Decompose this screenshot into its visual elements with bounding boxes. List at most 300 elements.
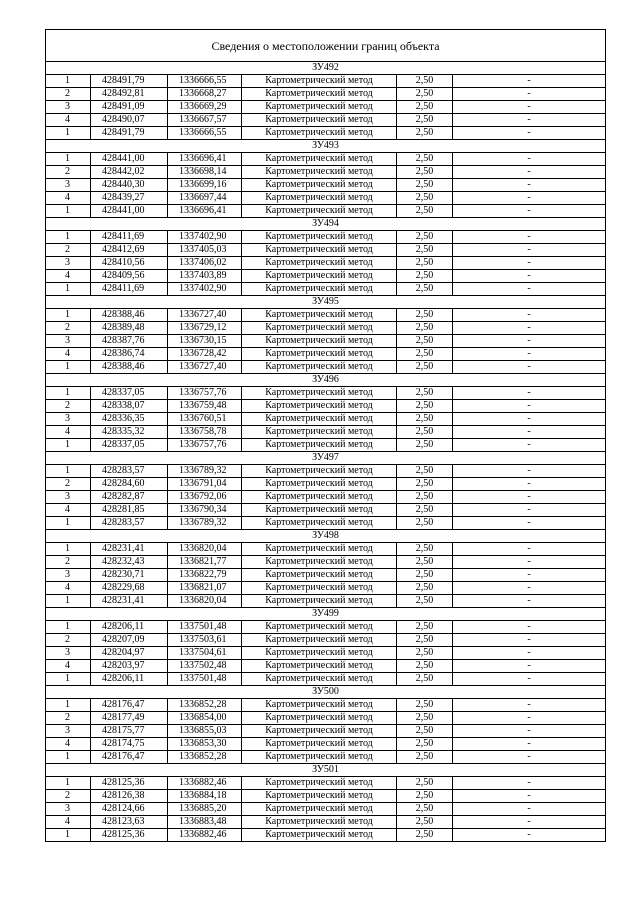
coordinate-x: 428491,79 bbox=[91, 127, 168, 140]
note-cell: - bbox=[453, 257, 606, 270]
coordinate-x: 428284,60 bbox=[91, 478, 168, 491]
method-cell: Картометрический метод bbox=[242, 556, 397, 569]
coordinate-y: 1336852,28 bbox=[168, 751, 242, 764]
coordinate-x: 428335,32 bbox=[91, 426, 168, 439]
coordinate-y: 1336884,18 bbox=[168, 790, 242, 803]
coordinate-y: 1336760,51 bbox=[168, 413, 242, 426]
table-row bbox=[46, 348, 606, 361]
note-cell: - bbox=[453, 504, 606, 517]
point-number: 1 bbox=[46, 829, 91, 842]
group-name: ЗУ497 bbox=[46, 452, 606, 465]
point-number: 2 bbox=[46, 478, 91, 491]
table-row bbox=[46, 101, 606, 114]
point-number: 4 bbox=[46, 660, 91, 673]
note-cell: - bbox=[453, 205, 606, 218]
coordinate-x: 428281,85 bbox=[91, 504, 168, 517]
precision-cell: 2,50 bbox=[397, 465, 453, 478]
group-header-row bbox=[46, 530, 606, 543]
coordinate-y: 1336667,57 bbox=[168, 114, 242, 127]
point-number: 1 bbox=[46, 387, 91, 400]
method-cell: Картометрический метод bbox=[242, 413, 397, 426]
method-cell: Картометрический метод bbox=[242, 179, 397, 192]
precision-cell: 2,50 bbox=[397, 283, 453, 296]
coordinate-y: 1337403,89 bbox=[168, 270, 242, 283]
point-number: 3 bbox=[46, 491, 91, 504]
note-cell: - bbox=[453, 179, 606, 192]
table-row bbox=[46, 543, 606, 556]
coordinate-y: 1337406,02 bbox=[168, 257, 242, 270]
group-name: ЗУ501 bbox=[46, 764, 606, 777]
table-row bbox=[46, 88, 606, 101]
method-cell: Картометрический метод bbox=[242, 283, 397, 296]
coordinate-x: 428176,47 bbox=[91, 751, 168, 764]
precision-cell: 2,50 bbox=[397, 387, 453, 400]
coordinate-y: 1336792,06 bbox=[168, 491, 242, 504]
precision-cell: 2,50 bbox=[397, 179, 453, 192]
method-cell: Картометрический метод bbox=[242, 790, 397, 803]
note-cell: - bbox=[453, 595, 606, 608]
note-cell: - bbox=[453, 231, 606, 244]
method-cell: Картометрический метод bbox=[242, 725, 397, 738]
precision-cell: 2,50 bbox=[397, 660, 453, 673]
note-cell: - bbox=[453, 699, 606, 712]
note-cell: - bbox=[453, 790, 606, 803]
precision-cell: 2,50 bbox=[397, 478, 453, 491]
group-header-row bbox=[46, 452, 606, 465]
method-cell: Картометрический метод bbox=[242, 673, 397, 686]
point-number: 2 bbox=[46, 166, 91, 179]
method-cell: Картометрический метод bbox=[242, 244, 397, 257]
point-number: 4 bbox=[46, 504, 91, 517]
note-cell: - bbox=[453, 244, 606, 257]
coordinate-x: 428492,81 bbox=[91, 88, 168, 101]
coordinate-y: 1336668,27 bbox=[168, 88, 242, 101]
table-row bbox=[46, 153, 606, 166]
precision-cell: 2,50 bbox=[397, 361, 453, 374]
note-cell: - bbox=[453, 439, 606, 452]
coordinate-x: 428336,35 bbox=[91, 413, 168, 426]
table-row bbox=[46, 725, 606, 738]
point-number: 1 bbox=[46, 777, 91, 790]
table-row bbox=[46, 491, 606, 504]
note-cell: - bbox=[453, 309, 606, 322]
coordinate-x: 428409,56 bbox=[91, 270, 168, 283]
coordinate-y: 1336790,34 bbox=[168, 504, 242, 517]
coordinate-x: 428207,09 bbox=[91, 634, 168, 647]
coordinate-y: 1336727,40 bbox=[168, 309, 242, 322]
coordinate-y: 1336697,44 bbox=[168, 192, 242, 205]
point-number: 1 bbox=[46, 309, 91, 322]
precision-cell: 2,50 bbox=[397, 322, 453, 335]
point-number: 1 bbox=[46, 543, 91, 556]
group-name: ЗУ493 bbox=[46, 140, 606, 153]
precision-cell: 2,50 bbox=[397, 634, 453, 647]
coordinate-y: 1336882,46 bbox=[168, 777, 242, 790]
point-number: 1 bbox=[46, 517, 91, 530]
note-cell: - bbox=[453, 335, 606, 348]
coordinate-x: 428388,46 bbox=[91, 309, 168, 322]
coordinate-x: 428175,77 bbox=[91, 725, 168, 738]
table-row bbox=[46, 569, 606, 582]
coordinate-y: 1336789,32 bbox=[168, 517, 242, 530]
point-number: 2 bbox=[46, 88, 91, 101]
precision-cell: 2,50 bbox=[397, 673, 453, 686]
coordinate-x: 428386,74 bbox=[91, 348, 168, 361]
coordinate-x: 428490,07 bbox=[91, 114, 168, 127]
method-cell: Картометрический метод bbox=[242, 751, 397, 764]
note-cell: - bbox=[453, 153, 606, 166]
method-cell: Картометрический метод bbox=[242, 270, 397, 283]
coordinate-x: 428176,47 bbox=[91, 699, 168, 712]
point-number: 1 bbox=[46, 439, 91, 452]
note-cell: - bbox=[453, 725, 606, 738]
coordinate-x: 428206,11 bbox=[91, 673, 168, 686]
point-number: 2 bbox=[46, 322, 91, 335]
coordinate-x: 428337,05 bbox=[91, 387, 168, 400]
method-cell: Картометрический метод bbox=[242, 582, 397, 595]
coordinate-x: 428282,87 bbox=[91, 491, 168, 504]
coordinate-x: 428231,41 bbox=[91, 543, 168, 556]
precision-cell: 2,50 bbox=[397, 166, 453, 179]
method-cell: Картометрический метод bbox=[242, 231, 397, 244]
point-number: 4 bbox=[46, 582, 91, 595]
table-row bbox=[46, 738, 606, 751]
group-name: ЗУ500 bbox=[46, 686, 606, 699]
table-row bbox=[46, 426, 606, 439]
coordinate-y: 1337502,48 bbox=[168, 660, 242, 673]
method-cell: Картометрический метод bbox=[242, 114, 397, 127]
point-number: 1 bbox=[46, 751, 91, 764]
method-cell: Картометрический метод bbox=[242, 335, 397, 348]
note-cell: - bbox=[453, 738, 606, 751]
table-row bbox=[46, 439, 606, 452]
point-number: 2 bbox=[46, 790, 91, 803]
table-row bbox=[46, 712, 606, 725]
coordinate-x: 428126,38 bbox=[91, 790, 168, 803]
coordinate-y: 1336669,29 bbox=[168, 101, 242, 114]
method-cell: Картометрический метод bbox=[242, 803, 397, 816]
table-row bbox=[46, 790, 606, 803]
method-cell: Картометрический метод bbox=[242, 777, 397, 790]
coordinate-y: 1336727,40 bbox=[168, 361, 242, 374]
coordinate-x: 428203,97 bbox=[91, 660, 168, 673]
note-cell: - bbox=[453, 491, 606, 504]
note-cell: - bbox=[453, 582, 606, 595]
coordinate-x: 428411,69 bbox=[91, 231, 168, 244]
coordinate-x: 428441,00 bbox=[91, 205, 168, 218]
precision-cell: 2,50 bbox=[397, 803, 453, 816]
coordinate-y: 1336730,15 bbox=[168, 335, 242, 348]
coordinate-y: 1337501,48 bbox=[168, 621, 242, 634]
point-number: 1 bbox=[46, 153, 91, 166]
table-row bbox=[46, 387, 606, 400]
coordinate-x: 428177,49 bbox=[91, 712, 168, 725]
method-cell: Картометрический метод bbox=[242, 491, 397, 504]
point-number: 3 bbox=[46, 413, 91, 426]
method-cell: Картометрический метод bbox=[242, 712, 397, 725]
precision-cell: 2,50 bbox=[397, 790, 453, 803]
precision-cell: 2,50 bbox=[397, 738, 453, 751]
coordinate-y: 1336759,48 bbox=[168, 400, 242, 413]
table-row bbox=[46, 205, 606, 218]
precision-cell: 2,50 bbox=[397, 751, 453, 764]
coordinate-y: 1336853,30 bbox=[168, 738, 242, 751]
coordinate-y: 1336821,07 bbox=[168, 582, 242, 595]
coordinate-x: 428174,75 bbox=[91, 738, 168, 751]
coordinate-x: 428491,09 bbox=[91, 101, 168, 114]
note-cell: - bbox=[453, 426, 606, 439]
coordinate-y: 1337503,61 bbox=[168, 634, 242, 647]
precision-cell: 2,50 bbox=[397, 556, 453, 569]
note-cell: - bbox=[453, 114, 606, 127]
table-row bbox=[46, 192, 606, 205]
method-cell: Картометрический метод bbox=[242, 166, 397, 179]
method-cell: Картометрический метод bbox=[242, 699, 397, 712]
precision-cell: 2,50 bbox=[397, 231, 453, 244]
group-header-row bbox=[46, 218, 606, 231]
coordinate-y: 1336728,42 bbox=[168, 348, 242, 361]
coordinate-y: 1336821,77 bbox=[168, 556, 242, 569]
precision-cell: 2,50 bbox=[397, 192, 453, 205]
point-number: 4 bbox=[46, 816, 91, 829]
coordinate-x: 428123,63 bbox=[91, 816, 168, 829]
method-cell: Картометрический метод bbox=[242, 127, 397, 140]
method-cell: Картометрический метод bbox=[242, 348, 397, 361]
table-row bbox=[46, 179, 606, 192]
table-title: Сведения о местоположении границ объекта bbox=[46, 30, 606, 62]
note-cell: - bbox=[453, 400, 606, 413]
table-row bbox=[46, 244, 606, 257]
point-number: 2 bbox=[46, 634, 91, 647]
note-cell: - bbox=[453, 75, 606, 88]
table-row bbox=[46, 413, 606, 426]
point-number: 4 bbox=[46, 348, 91, 361]
precision-cell: 2,50 bbox=[397, 413, 453, 426]
coordinate-y: 1336666,55 bbox=[168, 75, 242, 88]
table-row bbox=[46, 816, 606, 829]
coordinate-y: 1337402,90 bbox=[168, 231, 242, 244]
coordinate-x: 428125,36 bbox=[91, 829, 168, 842]
point-number: 2 bbox=[46, 400, 91, 413]
point-number: 2 bbox=[46, 244, 91, 257]
coordinate-x: 428337,05 bbox=[91, 439, 168, 452]
note-cell: - bbox=[453, 101, 606, 114]
coordinate-x: 428440,30 bbox=[91, 179, 168, 192]
coordinate-x: 428441,00 bbox=[91, 153, 168, 166]
method-cell: Картометрический метод bbox=[242, 660, 397, 673]
coordinate-x: 428231,41 bbox=[91, 595, 168, 608]
note-cell: - bbox=[453, 517, 606, 530]
table-row bbox=[46, 621, 606, 634]
method-cell: Картометрический метод bbox=[242, 621, 397, 634]
point-number: 1 bbox=[46, 465, 91, 478]
note-cell: - bbox=[453, 387, 606, 400]
point-number: 3 bbox=[46, 257, 91, 270]
coordinate-x: 428442,02 bbox=[91, 166, 168, 179]
group-header-row bbox=[46, 764, 606, 777]
note-cell: - bbox=[453, 270, 606, 283]
note-cell: - bbox=[453, 829, 606, 842]
point-number: 4 bbox=[46, 114, 91, 127]
precision-cell: 2,50 bbox=[397, 75, 453, 88]
note-cell: - bbox=[453, 413, 606, 426]
coordinate-y: 1336698,14 bbox=[168, 166, 242, 179]
table-row bbox=[46, 556, 606, 569]
note-cell: - bbox=[453, 361, 606, 374]
method-cell: Картометрический метод bbox=[242, 400, 397, 413]
point-number: 1 bbox=[46, 699, 91, 712]
method-cell: Картометрический метод bbox=[242, 829, 397, 842]
method-cell: Картометрический метод bbox=[242, 816, 397, 829]
method-cell: Картометрический метод bbox=[242, 361, 397, 374]
coordinate-y: 1336699,16 bbox=[168, 179, 242, 192]
point-number: 2 bbox=[46, 712, 91, 725]
group-header-row bbox=[46, 62, 606, 75]
table-row bbox=[46, 400, 606, 413]
coordinate-x: 428387,76 bbox=[91, 335, 168, 348]
coordinate-y: 1336757,76 bbox=[168, 387, 242, 400]
coordinate-x: 428206,11 bbox=[91, 621, 168, 634]
coordinate-y: 1336822,79 bbox=[168, 569, 242, 582]
coordinate-y: 1336883,48 bbox=[168, 816, 242, 829]
table-row bbox=[46, 595, 606, 608]
point-number: 1 bbox=[46, 621, 91, 634]
note-cell: - bbox=[453, 543, 606, 556]
note-cell: - bbox=[453, 348, 606, 361]
table-row bbox=[46, 634, 606, 647]
note-cell: - bbox=[453, 556, 606, 569]
group-header-row bbox=[46, 140, 606, 153]
coordinate-y: 1337501,48 bbox=[168, 673, 242, 686]
table-row bbox=[46, 335, 606, 348]
note-cell: - bbox=[453, 88, 606, 101]
method-cell: Картометрический метод bbox=[242, 257, 397, 270]
table-row bbox=[46, 803, 606, 816]
point-number: 3 bbox=[46, 647, 91, 660]
method-cell: Картометрический метод bbox=[242, 387, 397, 400]
point-number: 1 bbox=[46, 283, 91, 296]
coordinate-y: 1336666,55 bbox=[168, 127, 242, 140]
method-cell: Картометрический метод bbox=[242, 322, 397, 335]
note-cell: - bbox=[453, 621, 606, 634]
point-number: 1 bbox=[46, 231, 91, 244]
coordinate-x: 428283,57 bbox=[91, 465, 168, 478]
note-cell: - bbox=[453, 127, 606, 140]
coordinate-x: 428491,79 bbox=[91, 75, 168, 88]
method-cell: Картометрический метод bbox=[242, 101, 397, 114]
precision-cell: 2,50 bbox=[397, 829, 453, 842]
coordinate-y: 1336757,76 bbox=[168, 439, 242, 452]
precision-cell: 2,50 bbox=[397, 582, 453, 595]
document-sheet bbox=[45, 29, 605, 842]
note-cell: - bbox=[453, 192, 606, 205]
table-row bbox=[46, 660, 606, 673]
precision-cell: 2,50 bbox=[397, 205, 453, 218]
precision-cell: 2,50 bbox=[397, 114, 453, 127]
coordinate-y: 1336791,04 bbox=[168, 478, 242, 491]
coordinate-x: 428204,97 bbox=[91, 647, 168, 660]
precision-cell: 2,50 bbox=[397, 335, 453, 348]
point-number: 1 bbox=[46, 127, 91, 140]
method-cell: Картометрический метод bbox=[242, 647, 397, 660]
precision-cell: 2,50 bbox=[397, 491, 453, 504]
method-cell: Картометрический метод bbox=[242, 478, 397, 491]
table-row bbox=[46, 166, 606, 179]
coordinate-x: 428124,66 bbox=[91, 803, 168, 816]
group-header-row bbox=[46, 686, 606, 699]
method-cell: Картометрический метод bbox=[242, 192, 397, 205]
coordinate-y: 1337405,03 bbox=[168, 244, 242, 257]
table-row bbox=[46, 829, 606, 842]
coordinate-y: 1336882,46 bbox=[168, 829, 242, 842]
note-cell: - bbox=[453, 166, 606, 179]
coordinate-x: 428388,46 bbox=[91, 361, 168, 374]
note-cell: - bbox=[453, 803, 606, 816]
point-number: 1 bbox=[46, 205, 91, 218]
precision-cell: 2,50 bbox=[397, 517, 453, 530]
note-cell: - bbox=[453, 816, 606, 829]
point-number: 4 bbox=[46, 192, 91, 205]
group-header-row bbox=[46, 296, 606, 309]
precision-cell: 2,50 bbox=[397, 699, 453, 712]
coordinate-y: 1336885,20 bbox=[168, 803, 242, 816]
method-cell: Картометрический метод bbox=[242, 543, 397, 556]
boundary-table bbox=[45, 29, 606, 842]
note-cell: - bbox=[453, 777, 606, 790]
table-row bbox=[46, 751, 606, 764]
precision-cell: 2,50 bbox=[397, 257, 453, 270]
table-row bbox=[46, 322, 606, 335]
method-cell: Картометрический метод bbox=[242, 439, 397, 452]
point-number: 2 bbox=[46, 556, 91, 569]
coordinate-y: 1336820,04 bbox=[168, 543, 242, 556]
table-row bbox=[46, 283, 606, 296]
precision-cell: 2,50 bbox=[397, 270, 453, 283]
point-number: 3 bbox=[46, 803, 91, 816]
precision-cell: 2,50 bbox=[397, 244, 453, 257]
method-cell: Картометрический метод bbox=[242, 75, 397, 88]
table-row bbox=[46, 257, 606, 270]
note-cell: - bbox=[453, 673, 606, 686]
point-number: 3 bbox=[46, 101, 91, 114]
point-number: 4 bbox=[46, 426, 91, 439]
coordinate-y: 1336820,04 bbox=[168, 595, 242, 608]
method-cell: Картометрический метод bbox=[242, 517, 397, 530]
coordinate-x: 428410,56 bbox=[91, 257, 168, 270]
coordinate-x: 428338,07 bbox=[91, 400, 168, 413]
precision-cell: 2,50 bbox=[397, 153, 453, 166]
table-row bbox=[46, 647, 606, 660]
coordinate-x: 428412,69 bbox=[91, 244, 168, 257]
method-cell: Картометрический метод bbox=[242, 88, 397, 101]
coordinate-x: 428232,43 bbox=[91, 556, 168, 569]
coordinate-y: 1336852,28 bbox=[168, 699, 242, 712]
precision-cell: 2,50 bbox=[397, 712, 453, 725]
precision-cell: 2,50 bbox=[397, 439, 453, 452]
table-row bbox=[46, 478, 606, 491]
table-row bbox=[46, 465, 606, 478]
precision-cell: 2,50 bbox=[397, 88, 453, 101]
precision-cell: 2,50 bbox=[397, 426, 453, 439]
note-cell: - bbox=[453, 478, 606, 491]
coordinate-y: 1336758,78 bbox=[168, 426, 242, 439]
note-cell: - bbox=[453, 712, 606, 725]
table-row bbox=[46, 309, 606, 322]
coordinate-x: 428230,71 bbox=[91, 569, 168, 582]
table-title-row bbox=[46, 30, 606, 62]
coordinate-y: 1337504,61 bbox=[168, 647, 242, 660]
precision-cell: 2,50 bbox=[397, 725, 453, 738]
